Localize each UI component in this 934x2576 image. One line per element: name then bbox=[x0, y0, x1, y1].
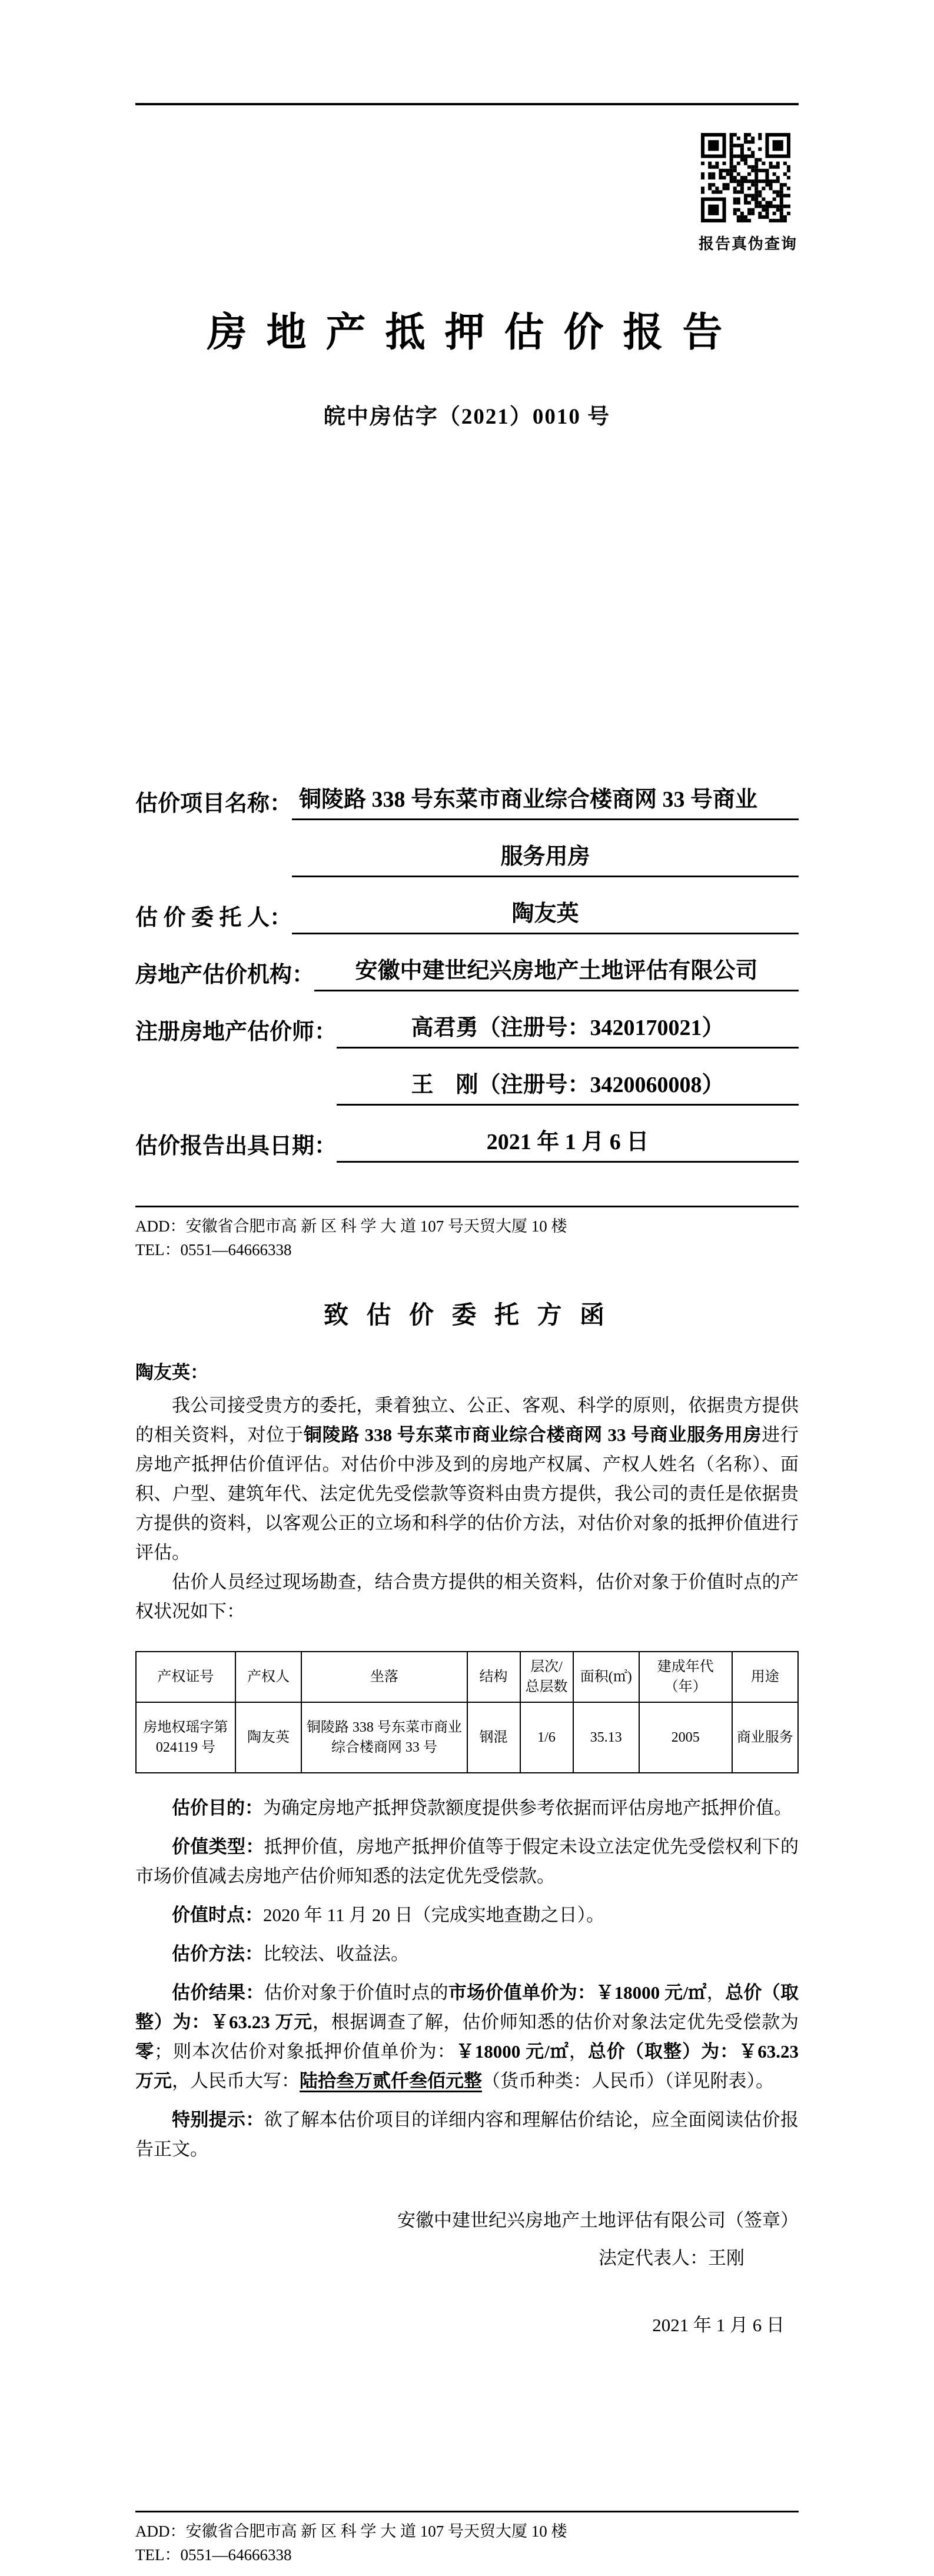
field-appraiser-label: 注册房地产估价师： bbox=[135, 1020, 337, 1044]
field-client-value: 陶友英 bbox=[292, 897, 799, 934]
paragraph-survey bbox=[135, 1567, 799, 1626]
table-cell: 陶友英 bbox=[235, 1702, 302, 1773]
text-segment: ￥18000 元/㎡ bbox=[456, 2041, 569, 2062]
text-segment: （货币种类：人民币）（详见附表）。 bbox=[482, 2071, 774, 2091]
text-segment: 为确定房地产抵押贷款额度提供参考依据而评估房地产抵押价值。 bbox=[263, 1798, 792, 1818]
table-header-cell: 建成年代（年） bbox=[639, 1652, 732, 1702]
text-segment: 铜陵路 338 号东菜市商业综合楼商网 33 号商业服务用房 bbox=[303, 1425, 762, 1445]
signature-legal-rep: 法定代表人：王刚 bbox=[599, 2248, 744, 2268]
field-agency-value: 安徽中建世纪兴房地产土地评估有限公司 bbox=[314, 954, 799, 991]
table-body bbox=[136, 1702, 798, 1773]
cover-page bbox=[0, 0, 934, 1271]
field-client bbox=[135, 897, 799, 934]
table-cell: 房地权瑶字第 024119 号 bbox=[136, 1702, 235, 1773]
text-segment: ，根据调查了解，估价师知悉的估价对象法定优先受偿款为 bbox=[312, 2012, 799, 2032]
text-segment: 零 bbox=[135, 2041, 155, 2062]
paragraph-value-date bbox=[135, 1901, 799, 1930]
report-title: 房 地 产 抵 押 估 价 报 告 bbox=[207, 310, 727, 355]
field-agency bbox=[135, 954, 799, 991]
table-row bbox=[136, 1702, 798, 1773]
paragraph-method bbox=[135, 1939, 799, 1969]
text-segment: 总价（取整）为：￥63.23 万元 bbox=[135, 1982, 799, 2032]
text-segment: ，人民币大写： bbox=[172, 2071, 300, 2091]
report-doc-number: 皖中房估字（2021）0010 号 bbox=[323, 405, 611, 429]
text-segment: 欲了解本估价项目的详细内容和理解估价结论，应全面阅读估价报告正文。 bbox=[135, 2109, 799, 2159]
field-agency-label: 房地产估价机构： bbox=[135, 963, 315, 987]
field-appraiser-2 bbox=[135, 1069, 799, 1106]
signature-company: 安徽中建世纪兴房地产土地评估有限公司（签章） bbox=[397, 2210, 799, 2231]
property-rights-table bbox=[135, 1651, 799, 1773]
table-header-cell: 结构 bbox=[467, 1652, 520, 1702]
footer-address: ADD：安徽省合肥市高 新 区 科 学 大 道 107 号天贸大厦 10 楼 bbox=[135, 2522, 567, 2540]
text-segment: 比较法、收益法。 bbox=[263, 1943, 409, 1964]
text-segment: ， bbox=[706, 1982, 726, 2003]
text-segment: 价值类型： bbox=[172, 1836, 264, 1857]
table-header-cell: 面积(㎡) bbox=[573, 1652, 640, 1702]
footer-tel: TEL：0551—64666338 bbox=[135, 1241, 292, 1259]
paragraph-purpose bbox=[135, 1793, 799, 1823]
table-cell: 铜陵路 338 号东菜市商业综合楼商网 33 号 bbox=[301, 1702, 467, 1773]
letter-items bbox=[135, 1793, 799, 2164]
text-segment: 抵押价值，房地产抵押价值等于假定未设立法定优先受偿权利下的市场价值减去房地产估价师知悉的法定优先受偿款。 bbox=[135, 1836, 799, 1886]
header-rule bbox=[135, 103, 799, 105]
letter-salutation: 陶友英： bbox=[135, 1362, 208, 1383]
qr-label: 报告真伪查询 bbox=[699, 235, 798, 252]
field-project-name-value2: 服务用房 bbox=[292, 840, 799, 877]
field-client-label: 估 价 委 托 人： bbox=[135, 906, 293, 930]
paragraph-result bbox=[135, 1978, 799, 2096]
text-segment: 陆拾叁万贰仟叁佰元整 bbox=[300, 2071, 482, 2091]
text-segment: 进行房地产抵押估价值评估。对估价中涉及到的房地产权属、产权人姓名（名称）、面积、户型、建筑年代、法定优先受偿款等资料由贵方提供，我公司的责任是依据贵方提供的资料，以客观公正的立场和科学的估价方法，对估价对象的抵押价值进行评估。 bbox=[135, 1425, 799, 1563]
page1-footer bbox=[135, 1206, 799, 1262]
footer-address: ADD：安徽省合肥市高 新 区 科 学 大 道 107 号天贸大厦 10 楼 bbox=[135, 1217, 567, 1235]
field-project-name-line2 bbox=[135, 840, 799, 877]
table-cell: 商业服务 bbox=[732, 1702, 799, 1773]
table-header-cell: 坐落 bbox=[301, 1652, 467, 1702]
text-segment: ；则本次估价对象抵押价值单价为： bbox=[154, 2041, 456, 2062]
table-cell: 钢混 bbox=[467, 1702, 520, 1773]
table-header-cell: 层次/总层数 bbox=[520, 1652, 573, 1702]
table-header-cell: 产权人 bbox=[235, 1652, 302, 1702]
signature-block bbox=[135, 2206, 799, 2339]
cover-fields bbox=[135, 783, 799, 1163]
field-report-date bbox=[135, 1126, 799, 1163]
table-cell: 35.13 bbox=[573, 1702, 640, 1773]
paragraph-value-type bbox=[135, 1832, 799, 1891]
table-head bbox=[136, 1652, 798, 1702]
field-project-name-value: 铜陵路 338 号东菜市商业综合楼商网 33 号商业 bbox=[292, 783, 799, 820]
table-cell: 1/6 bbox=[520, 1702, 573, 1773]
text-segment: 总价（取整）为：￥63.23 万元 bbox=[135, 2041, 799, 2091]
field-appraiser-1 bbox=[135, 1011, 799, 1049]
field-report-date-value: 2021 年 1 月 6 日 bbox=[337, 1126, 799, 1163]
text-segment: 估价对象于价值时点的 bbox=[264, 1982, 448, 2003]
text-segment: 我公司接受贵方的委托，秉着独立、公正、客观、科学的原则，依据贵方提供的相关资料，对位于 bbox=[135, 1395, 799, 1445]
footer-tel: TEL：0551—64666338 bbox=[135, 2546, 292, 2564]
paragraph-intro bbox=[135, 1391, 799, 1567]
text-segment: 估价人员经过现场勘查，结合贵方提供的相关资料，估价对象于价值时点的产权状况如下： bbox=[135, 1572, 799, 1622]
text-segment: 估价结果： bbox=[172, 1982, 264, 2003]
qr-area bbox=[699, 133, 798, 254]
text-segment: 估价方法： bbox=[172, 1943, 263, 1964]
text-segment: 估价目的： bbox=[172, 1798, 263, 1818]
field-project-name bbox=[135, 783, 799, 820]
table-header-cell: 产权证号 bbox=[136, 1652, 235, 1702]
letter-title: 致 估 价 委 托 方 函 bbox=[323, 1302, 610, 1329]
field-appraiser-2-value: 王 刚（注册号：3420060008） bbox=[337, 1069, 799, 1106]
field-project-name-label: 估价项目名称： bbox=[135, 791, 293, 816]
paragraph-notice bbox=[135, 2105, 799, 2164]
text-segment: 市场价值单价为：￥18000 元/㎡ bbox=[448, 1982, 707, 2003]
page2-footer bbox=[135, 2511, 799, 2567]
table-cell: 2005 bbox=[639, 1702, 732, 1773]
text-segment: 价值时点： bbox=[172, 1905, 263, 1925]
field-appraiser-1-value: 高君勇（注册号：3420170021） bbox=[337, 1011, 799, 1049]
text-segment: 2020 年 11 月 20 日（完成实地查勘之日）。 bbox=[263, 1905, 605, 1925]
text-segment: ， bbox=[569, 2041, 588, 2062]
table-header-cell: 用途 bbox=[732, 1652, 799, 1702]
letter-page bbox=[0, 1271, 934, 2576]
qr-code bbox=[699, 133, 793, 222]
field-report-date-label: 估价报告出具日期： bbox=[135, 1134, 337, 1159]
signature-date: 2021 年 1 月 6 日 bbox=[652, 2315, 785, 2335]
text-segment: 特别提示： bbox=[172, 2109, 264, 2130]
table-header-row bbox=[136, 1652, 798, 1702]
